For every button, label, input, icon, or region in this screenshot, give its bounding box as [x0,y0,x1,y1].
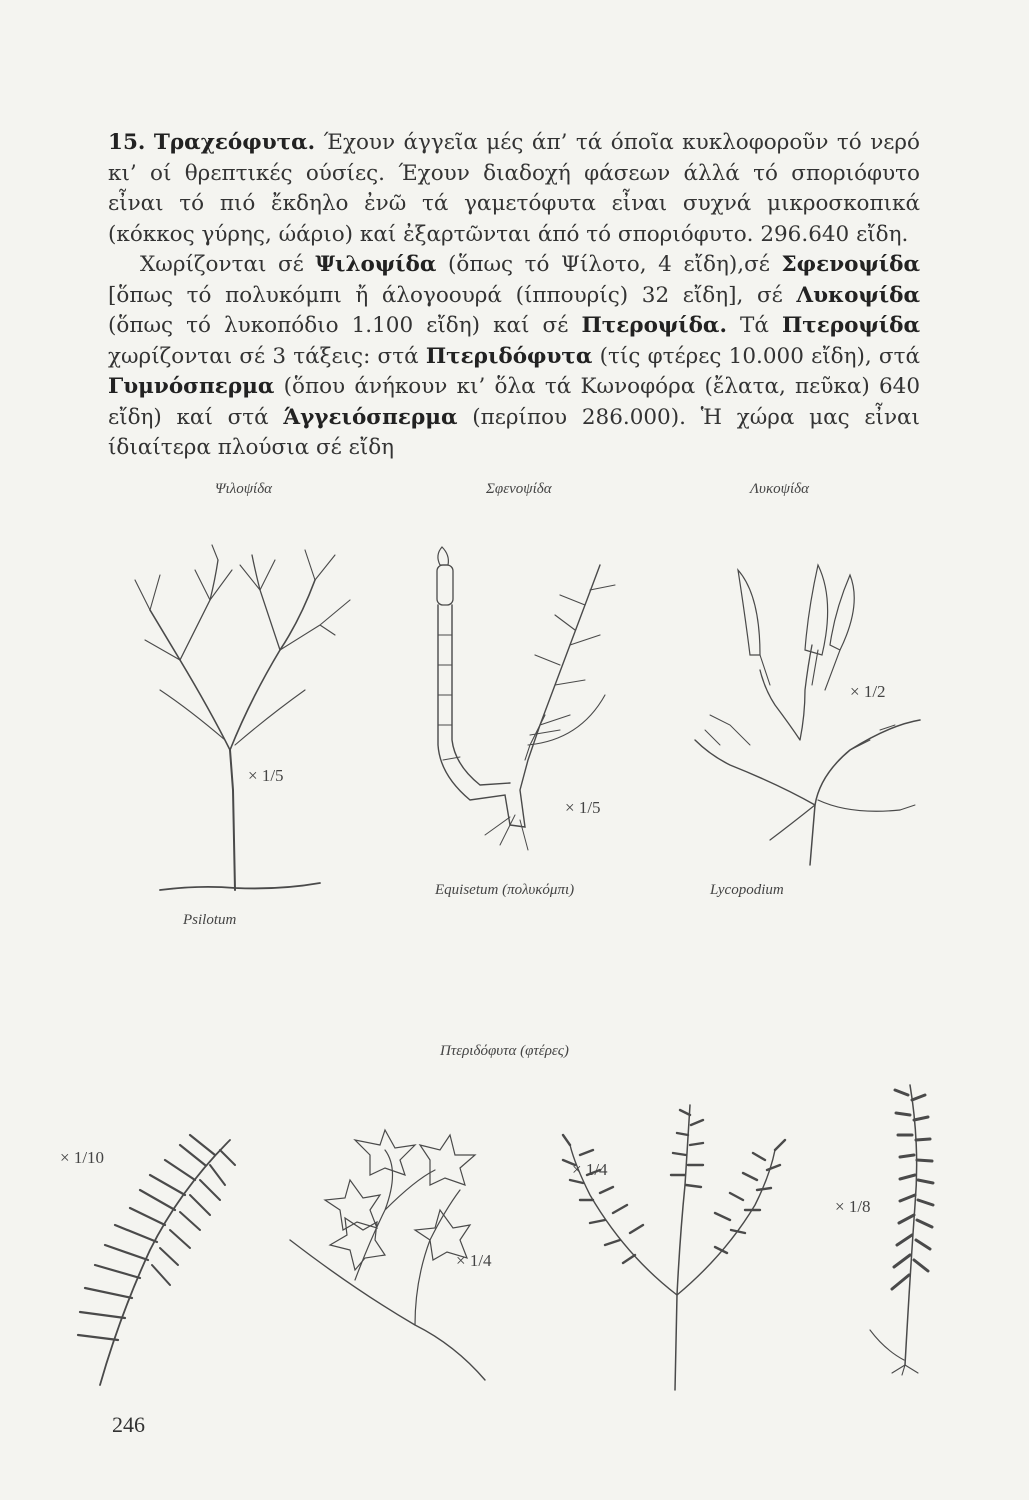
term-pteropsida: Πτεροψίδα. [581,313,727,338]
equisetum-illustration [410,545,640,855]
term-lycopsida: Λυκοψίδα [796,282,920,308]
equisetum-scale: × 1/5 [565,798,601,817]
section-number: 15. [108,130,146,155]
term-gymnosperms: Γυμνόσπερμα [108,374,275,399]
fern-1-illustration [60,1130,240,1390]
lycopodium-illustration [690,555,920,875]
paragraph-2: Χωρίζονται σέ Ψιλοψίδα (ὅπως τό Ψίλοτο, 4 εἴδη),σέ Σφενοψίδα [ὅπως τό πολυκόμπι ἤ άλογοουρά (ίππουρίς) 32 εἴδη], σέ Λυκοψίδα (ὅπως τό λυκοπόδιο 1.100 εἴδη) καί σέ Πτεροψίδα. Τά Πτεροψίδα χωρίζονται σέ 3 τάξεις: στά Πτεριδόφυτα (τίς φτέρες 10.000 εἴδη), στά Γυμνόσπερμα (ὅπου άνήκουν κι’ ὅλα τά Κωνοφόρα (ἔλατα, πεῦκα) 640 εἴδη) καί στά Άγγειόσπερμα (περίπου 286.000). Ἡ χώρα μας εἶναι ίδιαίτερα πλούσια σέ εἴδη [108,252,921,460]
section-text [108,128,920,464]
fern-4-illustration [830,1075,960,1375]
paragraph-1-text: Έχουν άγγεῖα μές άπ’ τά όποῖα κυκλοφοροῦν τό νερό κι’ οί θρεπτικές ούσίες. Έχουν διαδοχή φάσεων άλλά τό σποριόφυτο εἶναι τό πιό ἔκδηλο ἐνῶ τά γαμετόφυτα εἶναι συχνά μικροσκοπικά (κόκκος γύρης, ώάριο) καί ἐξαρτῶνται άπό τό σποριόφυτο. 296.640 εἴδη. [108,130,920,247]
fern-4-scale: × 1/8 [835,1197,871,1216]
term-sphenopsida: Σφενοψίδα [781,252,920,277]
term-pteropsida-2: Πτεροψίδα [782,313,921,338]
fern-3-scale: × 1/4 [572,1160,608,1179]
page-number: 246 [112,1412,145,1437]
section-heading: Τραχεόφυτα. [153,130,316,155]
psilotum-name: Psilotum [183,912,237,928]
label-lycopsida: Λυκοψίδα [750,481,809,497]
psilotum-scale: × 1/5 [248,766,284,785]
fern-2-scale: × 1/4 [456,1251,492,1270]
term-psilopsida: Ψιλοψίδα [315,252,437,277]
label-sphenopsida: Σφενοψίδα [486,481,552,497]
term-pteridophyta: Πτεριδόφυτα [425,343,593,369]
term-angiosperms: Άγγειόσπερμα [283,404,458,430]
ferns-label: Πτεριδόφυτα (φτέρες) [440,1043,569,1059]
lycopodium-name: Lycopodium [710,882,784,898]
psilotum-illustration [120,540,380,900]
paragraph-1 [108,128,920,250]
equisetum-name: Equisetum (πολυκόμπι) [435,882,575,898]
lycopodium-scale: × 1/2 [850,682,886,701]
label-psilopsida: Ψιλοψίδα [215,481,273,497]
fern-1-scale: × 1/10 [60,1148,105,1167]
fern-3-illustration [545,1095,805,1395]
